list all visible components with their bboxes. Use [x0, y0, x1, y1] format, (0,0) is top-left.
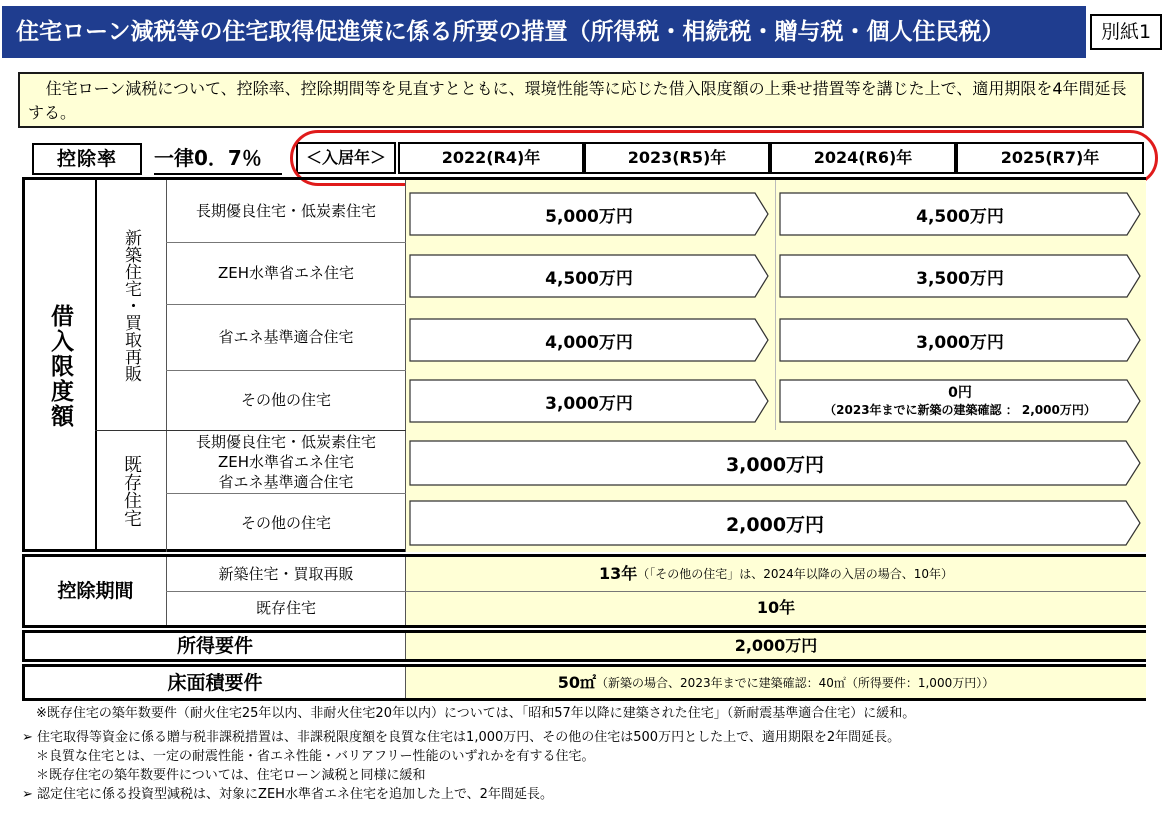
limit-label: 借入限度額 — [47, 303, 73, 429]
arrow-limit — [409, 254, 769, 298]
existing-group-label: 既存住宅 — [121, 455, 142, 527]
limit-table — [22, 177, 1146, 552]
arrow-limit — [409, 192, 769, 236]
divider — [775, 180, 776, 430]
floor-area: 50㎡ — [557, 672, 597, 692]
type-line: ZEH水準省エネ住宅 — [217, 452, 355, 471]
bullet-icon: ➢ — [22, 730, 33, 745]
value-text: 5,000万円 — [545, 206, 633, 227]
income-value: 2,000万円 — [734, 636, 818, 655]
intro-box — [18, 72, 1144, 128]
intro-text: 住宅ローン減税について、控除率、控除期間等を見直すとともに、環境性能等に応じた借入限度額の上乗せ措置等を講じた上で、適用期限を4年間延長する。 — [28, 79, 1127, 122]
arrow-limit — [779, 254, 1141, 298]
type-existing-other: その他の住宅 — [240, 513, 331, 532]
type-zeh: ZEH水準省エネ住宅 — [217, 264, 355, 282]
arrow-limit — [779, 192, 1141, 236]
bullet-icon: ➢ — [22, 787, 33, 802]
new-group-label: 新築住宅・買取再販 — [121, 228, 141, 382]
arrow-limit — [779, 318, 1141, 362]
type-energy: 省エネ基準適合住宅 — [218, 328, 354, 346]
footnote: ＊既存住宅の築年数要件については、住宅ローン減税と同様に緩和 — [36, 768, 426, 783]
value-text: 4,500万円 — [545, 268, 633, 289]
arrow-limit — [409, 318, 769, 362]
value-text: 4,000万円 — [545, 332, 633, 353]
footnote: ＊良質な住宅とは、一定の耐震性能・省エネ性能・バリアフリー性能のいずれかを有する住宅。 — [36, 749, 595, 764]
footnotes — [22, 704, 1162, 804]
value-note: （2023年までに新築の建築確認 ： 2,000万円） — [824, 402, 1096, 417]
year-header: ＜入居年＞ — [296, 142, 396, 174]
income-label: 所得要件 — [176, 635, 253, 657]
attachment-tag: 別紙1 — [1090, 14, 1162, 50]
arrow-limit — [409, 379, 769, 423]
type-line: 省エネ基準適合住宅 — [218, 472, 354, 491]
year-2024: 2024(R6)年 — [770, 142, 956, 174]
rate-value: 一律0．7％ — [154, 143, 282, 175]
period-type-new: 新築住宅・買取再販 — [218, 565, 354, 583]
footnote-text: 認定住宅に係る投資型減税は、対象にZEH水準省エネ住宅を追加した上で、2年間延長。 — [37, 787, 553, 802]
divider — [405, 180, 406, 552]
period-label: 控除期間 — [57, 580, 134, 602]
period-value-existing: 10年 — [756, 598, 796, 617]
floor-note: （新築の場合、2023年までに建築確認：40㎡（所得要件：1,000万円）） — [596, 675, 995, 690]
period-note: （「その他の住宅」は、2024年以降の入居の場合、10年） — [637, 567, 954, 581]
type-long-term: 長期優良住宅・低炭素住宅 — [195, 202, 376, 220]
footnote — [22, 728, 1162, 747]
type-existing-quality — [167, 430, 405, 493]
floor-block — [22, 664, 1146, 701]
type-other: その他の住宅 — [240, 391, 331, 409]
period-years: 13年 — [598, 564, 638, 583]
value-text: 3,000万円 — [725, 453, 825, 476]
income-block — [22, 630, 1146, 662]
value-text: 3,000万円 — [545, 393, 633, 414]
value-text: 4,500万円 — [916, 206, 1004, 227]
type-line: 長期優良住宅・低炭素住宅 — [195, 432, 376, 451]
value-text: 3,000万円 — [916, 332, 1004, 353]
arrow-limit — [409, 440, 1141, 486]
value-text: 2,000万円 — [725, 513, 825, 536]
value-text: 0円 — [948, 384, 972, 401]
floor-value — [406, 667, 1146, 698]
page-title: 住宅ローン減税等の住宅取得促進策に係る所要の措置（所得税・相続税・贈与税・個人住民税） — [2, 6, 1086, 58]
period-block — [22, 554, 1146, 628]
footnote — [22, 785, 1162, 804]
rate-label: 控除率 — [32, 143, 142, 175]
period-value-new — [406, 557, 1146, 591]
arrow-limit — [779, 379, 1141, 423]
footnote: ※既存住宅の築年数要件（耐火住宅25年以内、非耐火住宅20年以内）については、「昭和57年以降に建築された住宅」（新耐震基準適合住宅）に緩和。 — [36, 706, 916, 721]
arrow-limit — [409, 500, 1141, 546]
value-text: 3,500万円 — [916, 268, 1004, 289]
footnote-text: 住宅取得等資金に係る贈与税非課税措置は、非課税限度額を良質な住宅は1,000万円、その他の住宅は500万円とした上で、適用期限を2年間延長。 — [37, 730, 901, 745]
year-2025: 2025(R7)年 — [956, 142, 1144, 174]
year-2022: 2022(R4)年 — [398, 142, 584, 174]
year-2023: 2023(R5)年 — [584, 142, 770, 174]
floor-label: 床面積要件 — [167, 671, 263, 694]
period-type-existing: 既存住宅 — [255, 599, 316, 617]
